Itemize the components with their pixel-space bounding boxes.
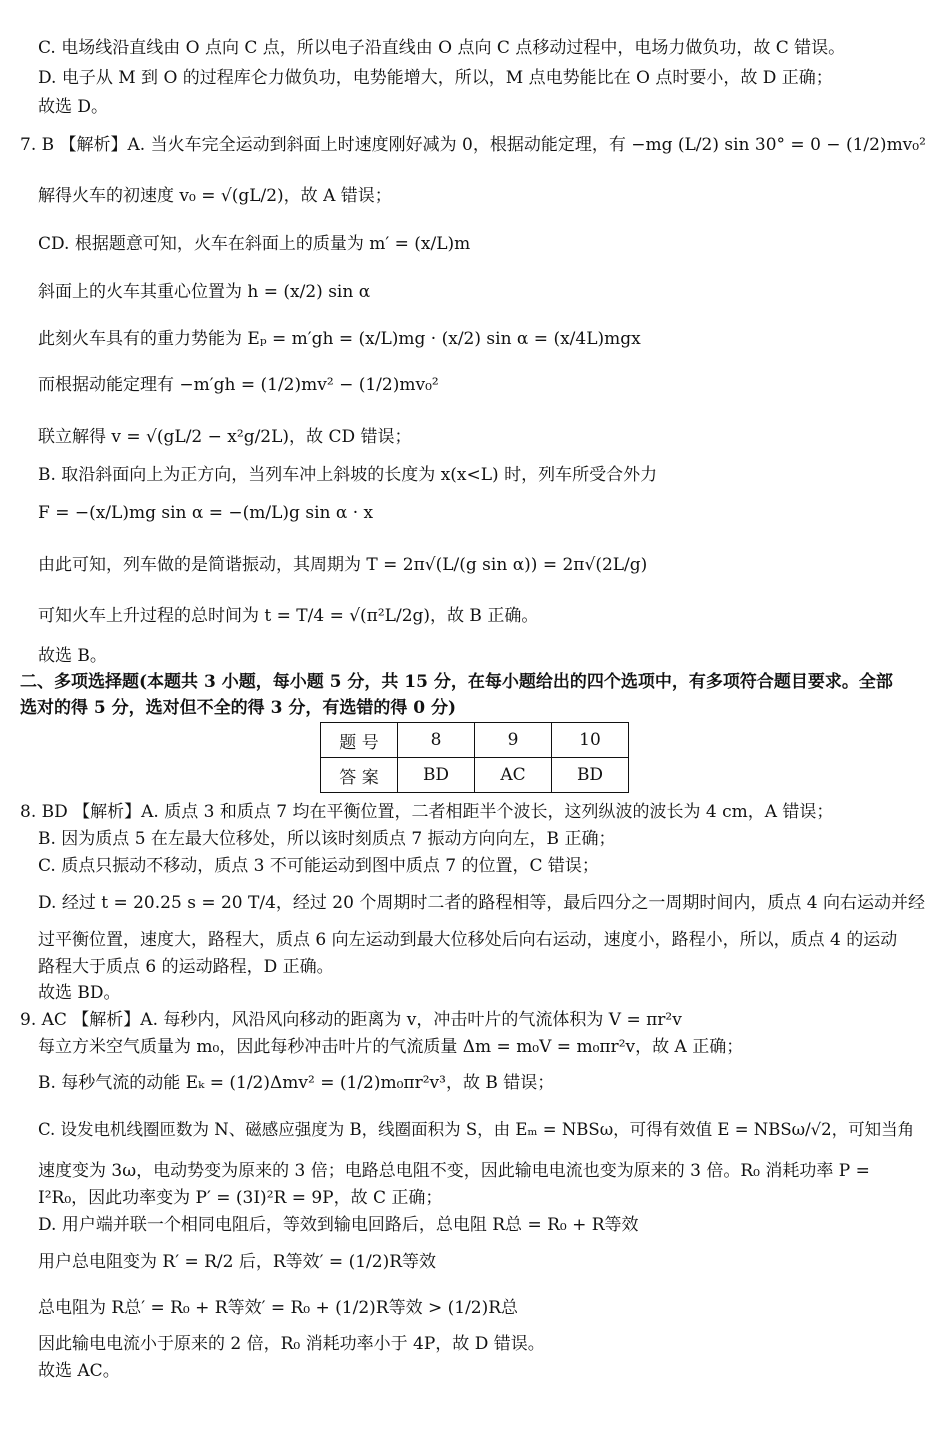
text-line: B. 每秒气流的动能 Eₖ = (1/2)Δmv² = (1/2)m₀πr²v³，故 B 错误；	[38, 1073, 555, 1093]
text-line: 而根据动能定理有 −m′gh = (1/2)mv² − (1/2)mv₀²	[38, 375, 439, 395]
text-line: 7. B 【解析】A. 当火车完全运动到斜面上时速度刚好减为 0，根据动能定理，有 −mg (L/2) sin 30° = 0 − (1/2)mv₀²	[20, 135, 926, 155]
text-line: 此刻火车具有的重力势能为 Eₚ = m′gh = (x/L)mg · (x/2) sin α = (x/4L)mgx	[38, 329, 641, 349]
text-line: C. 质点只振动不移动，质点 3 不可能运动到图中质点 7 的位置，C 错误；	[38, 856, 599, 876]
text-line: 二、多项选择题(本题共 3 小题，每小题 5 分，共 15 分，在每小题给出的四个选项中，有多项符合题目要求。全部	[20, 672, 893, 692]
table-cell: 10	[552, 723, 629, 758]
text-line: CD. 根据题意可知，火车在斜面上的质量为 m′ = (x/L)m	[38, 234, 471, 254]
text-line: 路程大于质点 6 的运动路程，D 正确。	[38, 957, 334, 977]
table-cell: BD	[552, 758, 629, 793]
text-line: 故选 B。	[38, 646, 107, 666]
answer-table	[320, 722, 629, 793]
text-line: B. 取沿斜面向上为正方向，当列车冲上斜坡的长度为 x(x<L) 时，列车所受合外力	[38, 465, 658, 485]
text-line: C. 设发电机线圈匝数为 N、磁感应强度为 B，线圈面积为 S，由 Eₘ = NBSω，可得有效值 E = NBSω/√2，可知当角	[38, 1120, 915, 1139]
table-cell: BD	[398, 758, 475, 793]
table-cell: AC	[475, 758, 552, 793]
text-line: 8. BD 【解析】A. 质点 3 和质点 7 均在平衡位置，二者相距半个波长，这列纵波的波长为 4 cm，A 错误；	[20, 802, 834, 822]
text-line: 由此可知，列车做的是简谐振动，其周期为 T = 2π√(L/(g sin α)) = 2π√(2L/g)	[38, 555, 648, 575]
table-cell: 9	[475, 723, 552, 758]
text-line: 用户总电阻变为 R′ = R/2 后，R等效′ = (1/2)R等效	[38, 1252, 436, 1272]
text-line: 联立解得 v = √(gL/2 − x²g/2L)，故 CD 错误；	[38, 427, 412, 447]
text-line: D. 用户端并联一个相同电阻后，等效到输电回路后，总电阻 R总 = R₀ + R等效	[38, 1215, 639, 1235]
text-line: D. 电子从 M 到 O 的过程库仑力做负功，电势能增大，所以，M 点电势能比在 O 点时要小，故 D 正确；	[38, 68, 833, 88]
text-line: C. 电场线沿直线由 O 点向 C 点，所以电子沿直线由 O 点向 C 点移动过程中，电场力做负功，故 C 错误。	[38, 38, 846, 58]
text-line: 选对的得 5 分，选对但不全的得 3 分，有选错的得 0 分)	[20, 698, 457, 718]
table-cell: 题 号	[321, 723, 398, 758]
table-cell: 答 案	[321, 758, 398, 793]
text-line: 总电阻为 R总′ = R₀ + R等效′ = R₀ + (1/2)R等效 > (1/2)R总	[38, 1298, 519, 1318]
table-row	[321, 723, 629, 758]
text-line: 每立方米空气质量为 m₀，因此每秒冲击叶片的气流质量 Δm = m₀V = m₀πr²v，故 A 正确；	[38, 1037, 744, 1057]
text-line: D. 经过 t = 20.25 s = 20 T/4，经过 20 个周期时二者的路程相等，最后四分之一周期时间内，质点 4 向右运动并经	[38, 893, 925, 913]
text-line: 故选 D。	[38, 97, 109, 117]
text-line: I²R₀，因此功率变为 P′ = (3I)²R = 9P，故 C 正确；	[38, 1188, 443, 1208]
text-line: B. 因为质点 5 在左最大位移处，所以该时刻质点 7 振动方向向左，B 正确；	[38, 829, 616, 849]
text-line: 故选 BD。	[38, 983, 121, 1003]
text-line: 斜面上的火车其重心位置为 h = (x/2) sin α	[38, 282, 371, 302]
text-line: 解得火车的初速度 v₀ = √(gL/2)，故 A 错误；	[38, 186, 392, 206]
table-cell: 8	[398, 723, 475, 758]
text-line: 速度变为 3ω，电动势变为原来的 3 倍；电路总电阻不变，因此输电电流也变为原来的 3 倍。R₀ 消耗功率 P =	[38, 1161, 870, 1181]
text-line: 故选 AC。	[38, 1361, 120, 1381]
text-line: 可知火车上升过程的总时间为 t = T/4 = √(π²L/2g)，故 B 正确。	[38, 606, 539, 626]
text-line: F = −(x/L)mg sin α = −(m/L)g sin α · x	[38, 503, 374, 523]
table-row	[321, 758, 629, 793]
text-line: 9. AC 【解析】A. 每秒内，风沿风向移动的距离为 v，冲击叶片的气流体积为 V = πr²v	[20, 1010, 682, 1030]
text-line: 过平衡位置，速度大，路程大，质点 6 向左运动到最大位移处后向右运动，速度小，路程小，所以，质点 4 的运动	[38, 930, 898, 950]
text-line: 因此输电电流小于原来的 2 倍，R₀ 消耗功率小于 4P，故 D 错误。	[38, 1334, 545, 1354]
